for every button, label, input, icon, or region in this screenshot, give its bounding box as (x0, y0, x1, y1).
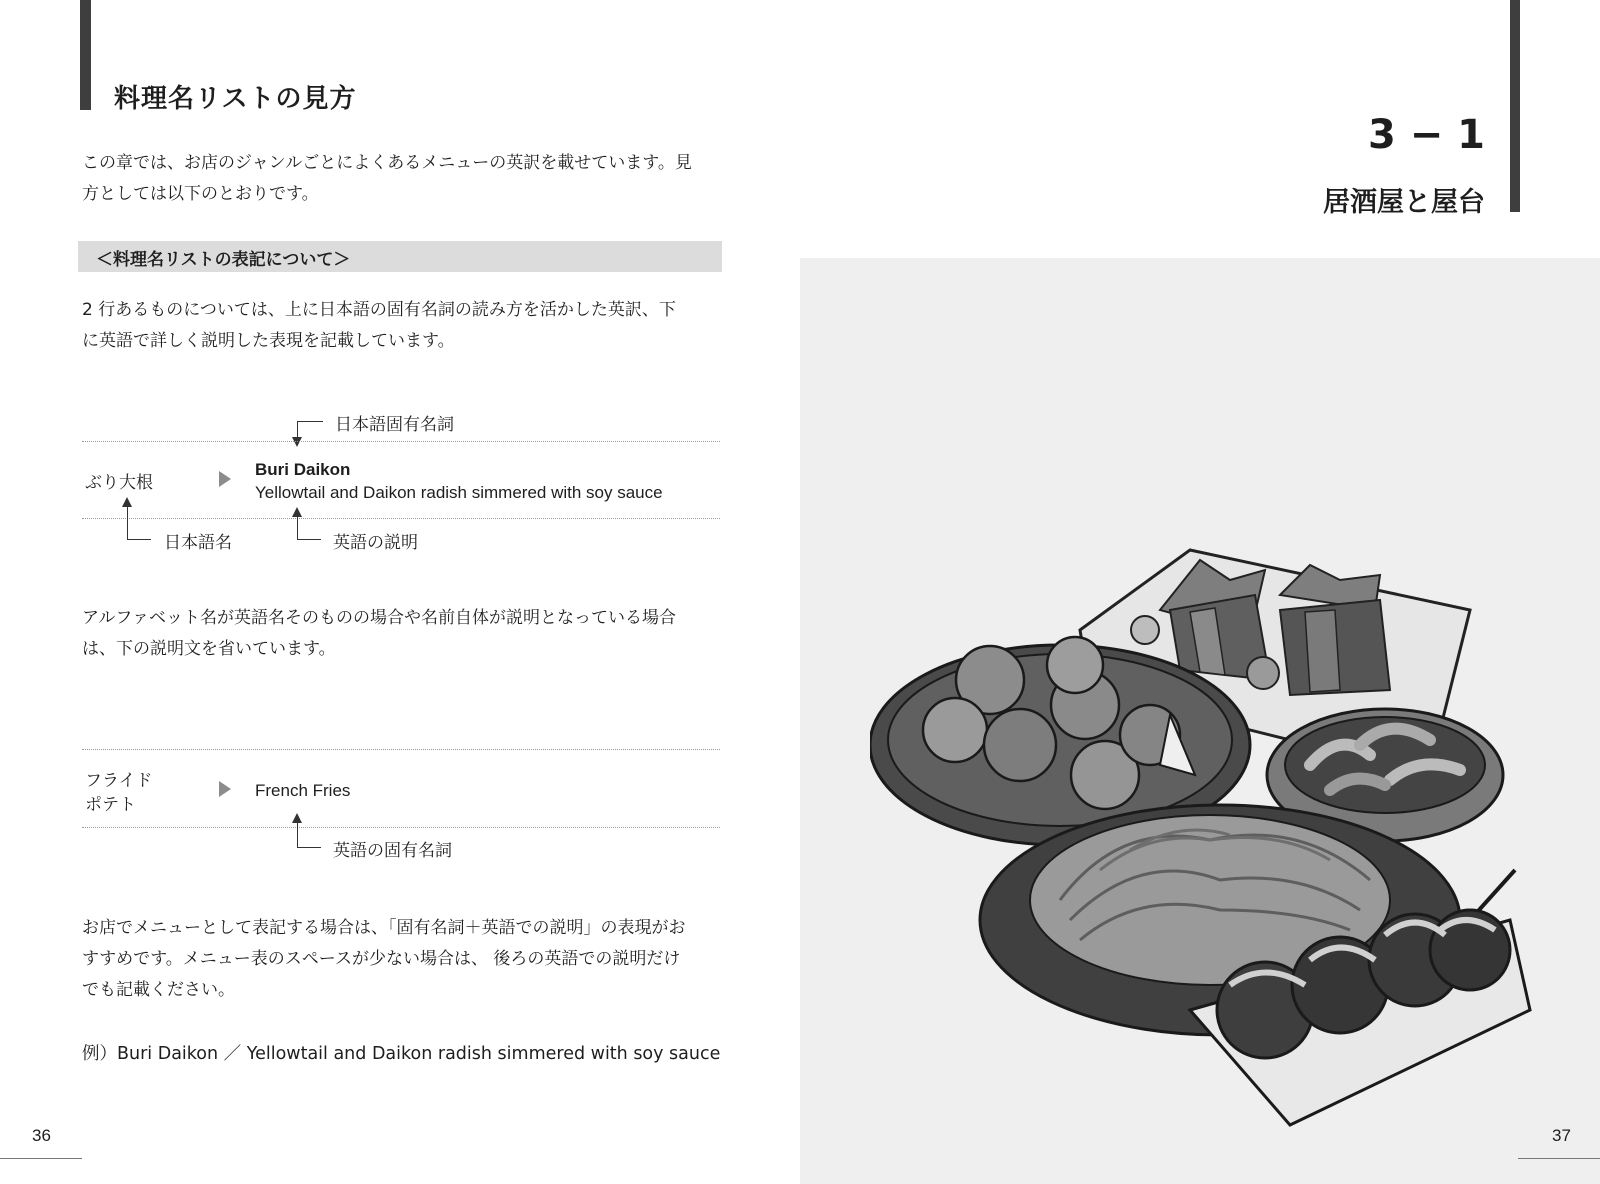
footer-rule-right (1518, 1158, 1600, 1159)
para3-line-3: でも記載ください。 (82, 980, 235, 1000)
divider-dotted (82, 441, 720, 442)
label-japanese-proper-noun: 日本語固有名詞 (335, 415, 454, 435)
arrow-up-icon (122, 497, 132, 507)
divider-dotted (82, 749, 720, 750)
arrow-up-icon (292, 813, 302, 823)
triangle-right-icon (219, 471, 231, 487)
para1-line-1: 2 行あるものについては、上に日本語の固有名詞の読み方を活かした英訳、下 (82, 300, 676, 320)
paragraph-alphabet-names (82, 603, 722, 665)
chapter-title: 居酒屋と屋台 (1323, 187, 1485, 218)
arrow-up-icon (292, 507, 302, 517)
paragraph-two-lines (82, 295, 722, 357)
footer-rule-left (0, 1158, 82, 1159)
connector-left (127, 539, 151, 540)
connector-vertical (297, 823, 298, 847)
divider-dotted (82, 518, 720, 519)
heading-accent-bar (80, 0, 91, 110)
connector (297, 847, 321, 848)
label-japanese-name: 日本語名 (164, 533, 232, 553)
example-line: 例）Buri Daikon ／ Yellowtail and Daikon radish simmered with soy sauce (82, 1044, 721, 1064)
intro-line-2: 方としては以下のとおりです。 (82, 184, 319, 204)
connector-right-vertical (297, 517, 298, 539)
para2-line-1: アルファベット名が英語名そのものの場合や名前自体が説明となっている場合 (82, 608, 676, 628)
para2-line-2: は、下の説明文を省いています。 (82, 639, 336, 659)
page-heading: 料理名リストの見方 (114, 84, 357, 114)
izakaya-food-illustration (870, 540, 1540, 1130)
example-english-name: Buri Daikon (255, 460, 351, 479)
intro-line-1: この章では、お店のジャンルごとによくあるメニューの英訳を載せています。見 (82, 153, 692, 173)
connector-top-vertical (297, 421, 298, 437)
para3-line-2: すすめです。メニュー表のスペースが少ない場合は、 後ろの英語での説明だけ (82, 949, 681, 969)
example-english-description: Yellowtail and Daikon radish simmered with soy sauce (255, 483, 663, 502)
connector-top (297, 421, 323, 422)
label-english-description: 英語の説明 (333, 533, 418, 553)
page-number-left: 36 (32, 1126, 51, 1145)
triangle-right-icon (219, 781, 231, 797)
chapter-accent-bar (1510, 0, 1520, 212)
connector-right (297, 539, 321, 540)
subheading: ＜料理名リストの表記について＞ (96, 250, 351, 270)
example2-japanese-name-line2: ポテト (85, 795, 136, 815)
label-english-proper-noun: 英語の固有名詞 (333, 841, 452, 861)
page-number-right: 37 (1552, 1126, 1571, 1145)
connector-left-vertical (127, 507, 128, 539)
para3-line-1: お店でメニューとして表記する場合は、「固有名詞＋英語での説明」の表現がお (82, 918, 686, 938)
chapter-number: 3 − 1 (1367, 112, 1485, 158)
example-japanese-name: ぶり大根 (85, 473, 153, 493)
arrow-down-icon (292, 437, 302, 447)
intro-paragraph (82, 148, 722, 210)
example2-japanese-name-line1: フライド (85, 771, 153, 791)
paragraph-menu-usage (82, 913, 722, 1006)
para1-line-2: に英語で詳しく説明した表現を記載しています。 (82, 331, 455, 351)
divider-dotted (82, 827, 720, 828)
example2-english-name: French Fries (255, 781, 351, 800)
